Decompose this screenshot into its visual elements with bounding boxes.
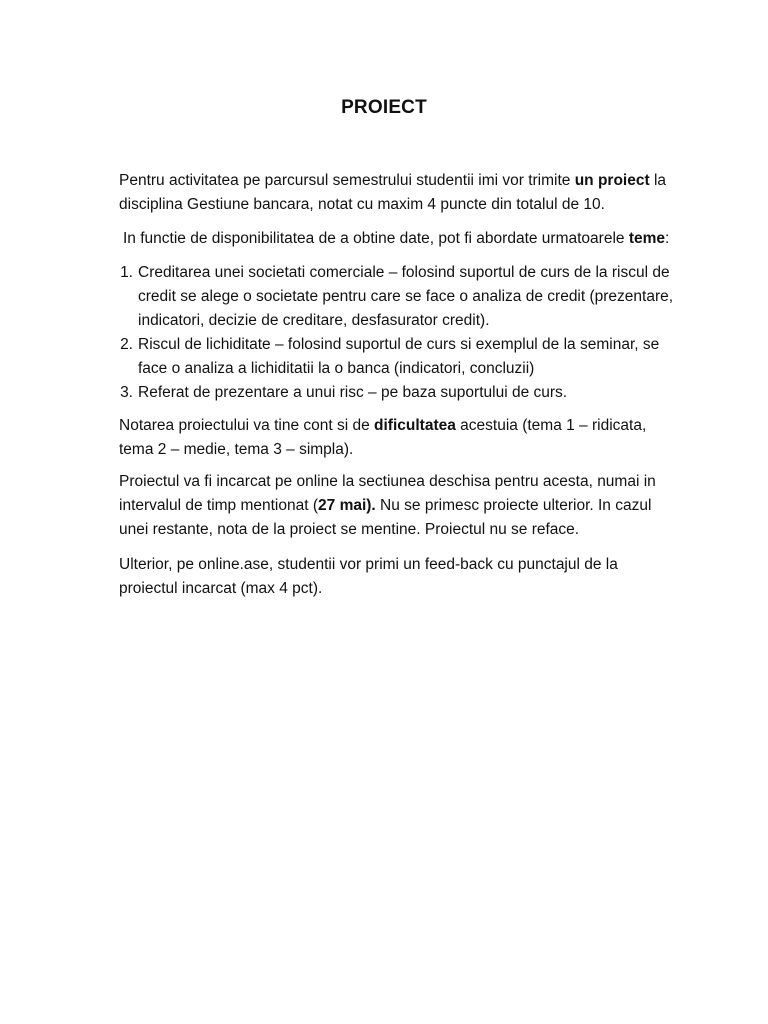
topics-list: [119, 261, 689, 405]
paragraph-upload-text-1: Proiectul va fi incarcat pe online la sectiunea deschisa pentru acesta, numai in intervalul de timp mentionat (: [119, 473, 656, 514]
paragraph-upload-text-2: Nu se primesc proiecte ulterior. In cazul unei restante, nota de la proiect se mentine. Proiectul nu se reface.: [119, 497, 652, 538]
paragraph-intro-text-2: la disciplina Gestiune bancara, notat cu maxim 4 puncte din totalul de 10.: [119, 172, 667, 213]
paragraph-topics-bold: teme: [628, 230, 666, 247]
paragraph-grading-bold: dificultatea: [374, 417, 456, 434]
list-item-number: 3.: [120, 384, 133, 401]
list-item-number: 2.: [120, 336, 133, 353]
list-item: [119, 333, 689, 381]
paragraph-upload-bold: 27 mai).: [318, 497, 376, 514]
list-item-text: Riscul de lichiditate – folosind suportul de curs si exemplul de la seminar, se face o analiza a lichiditatii la o banca (indicatori, concluzii): [138, 336, 660, 377]
paragraph-intro: [119, 169, 679, 217]
list-item: [119, 261, 689, 333]
list-item-number: 1.: [120, 264, 133, 281]
paragraph-intro-text-1: Pentru activitatea pe parcursul semestrului studentii imi vor trimite: [119, 172, 575, 189]
paragraph-intro-bold: un proiect: [574, 172, 650, 189]
paragraph-grading-text-2: acestuia (tema 1 – ridicata, tema 2 – medie, tema 3 – simpla).: [119, 417, 647, 458]
page-title: PROIECT: [341, 97, 427, 118]
paragraph-topics-text-2: :: [665, 230, 670, 247]
list-item-text: Creditarea unei societati comerciale – folosind suportul de curs de la riscul de credit se alege o societate pentru care se face o analiza de credit (prezentare, indicatori, decizie de creditare, desfasurator credit).: [138, 264, 674, 329]
paragraph-topics: [123, 227, 683, 251]
paragraph-feedback: Ulterior, pe online.ase, studentii vor primi un feed-back cu punctajul de la proiectul incarcat (max 4 pct).: [119, 556, 618, 597]
list-item-text: Referat de prezentare a unui risc – pe baza suportului de curs.: [138, 384, 568, 401]
paragraph-topics-text-1: In functie de disponibilitatea de a obtine date, pot fi abordate urmatoarele: [123, 230, 629, 247]
paragraph-grading: [119, 414, 679, 462]
paragraph-grading-text-1: Notarea proiectului va tine cont si de: [119, 417, 375, 434]
paragraph-upload: [119, 470, 679, 542]
list-item: [119, 381, 689, 405]
